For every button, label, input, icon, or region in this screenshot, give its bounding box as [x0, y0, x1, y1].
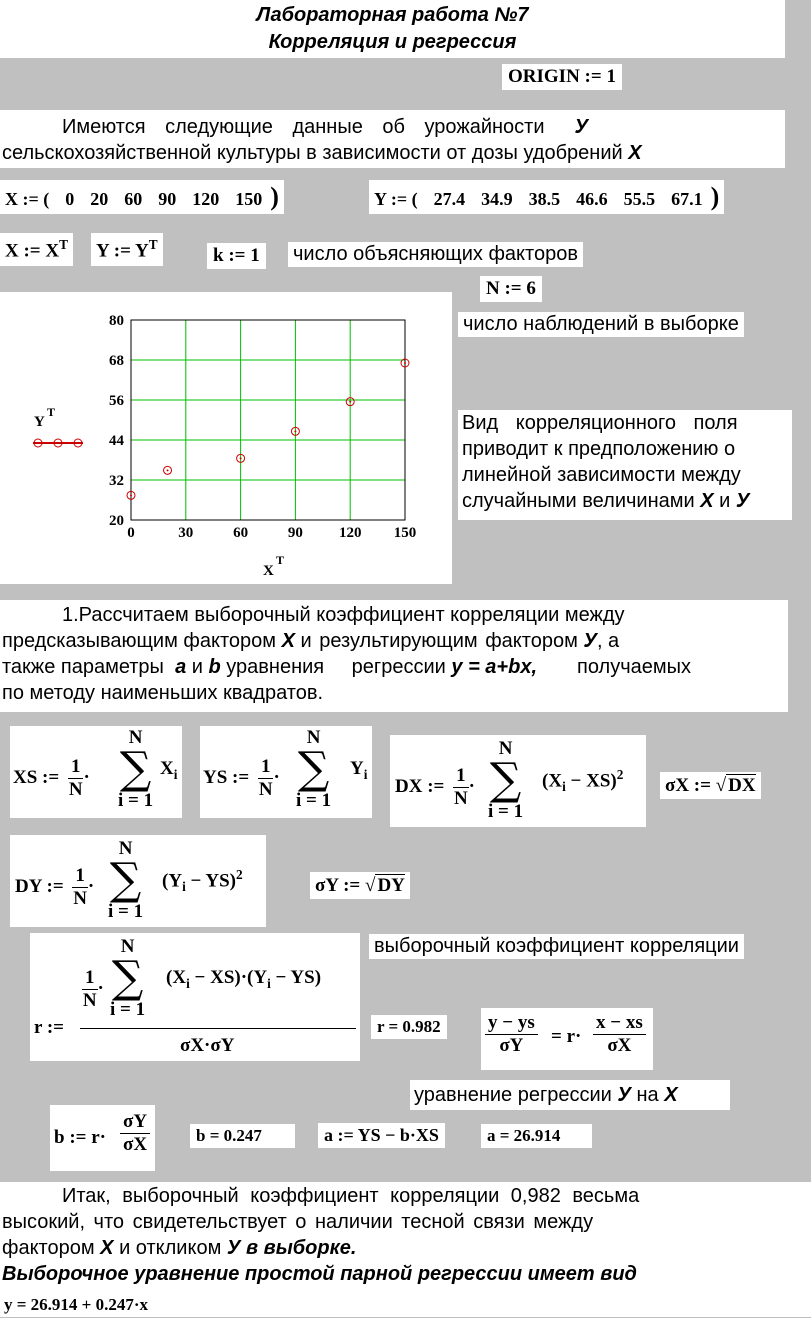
k-def: k := 1	[207, 243, 266, 269]
a-value: a = 26.914	[481, 1124, 592, 1148]
y-tick-label: 44	[109, 433, 124, 449]
formula-DY: DY := $\frac{1}{N}$ · N ∑ i = 1 $(Y_i - YS)^2$	[10, 835, 266, 927]
formula-DX: DX := $\frac{1}{N}$ · N ∑ i = 1 $(X_i - XS)^2$	[390, 735, 646, 827]
x-vector-value: 150	[235, 189, 263, 209]
y-tick-label: 68	[109, 353, 124, 369]
y-tick-label: 80	[109, 313, 124, 329]
intro-line1: Имеются следующие данные об урожайности	[62, 116, 545, 138]
intro-line2: сельскохозяйственной культуры в зависимости от дозы удобрений	[2, 142, 623, 164]
formula-a: a := YS − b·XS	[318, 1123, 445, 1148]
step1-box: 1.Рассчитаем выборочный коэффициент корреляции между предсказывающим фактором X и результирующим фактором У, а также параметры a и b уравнения регрессии y = a+bx, получаемых по методу наименьших квадратов.	[0, 600, 788, 712]
formula-YS: YS := $\frac{1}{N}$ · N ∑ i = 1 $Y_i$	[200, 726, 372, 818]
x-axis-label-sup: T	[276, 553, 285, 567]
title-line2: Корреляция и регрессия	[268, 31, 517, 53]
y-tick-label: 56	[109, 393, 124, 409]
conclusion-box: Итак, выборочный коэффициент корреляции 0,982 весьма высокий, что свидетельствует о наличии тесной связи между фактором X и откликом У в выборке. Выборочное уравнение простой парной регрессии имеет вид y = 26.914 + 0.247·x	[0, 1182, 811, 1317]
y-vector-value: 27.4	[433, 189, 466, 209]
data-point-center	[404, 362, 406, 364]
y-vector-value: 46.6	[576, 189, 608, 209]
x-tick-label: 0	[127, 525, 135, 541]
x-vector-value: 60	[124, 189, 143, 209]
y-vector: Y := ( 27.4 34.9 38.5 46.6 55.5 67.1 )	[369, 180, 724, 214]
x-tick-label: 150	[393, 525, 417, 541]
scatter-svg	[0, 292, 452, 584]
y-vector-value: 67.1	[671, 189, 703, 209]
y-transpose: Y := $Y^T$	[91, 233, 163, 266]
y-axis-label-sup: T	[47, 405, 56, 419]
x-vector-value: 20	[90, 189, 109, 209]
x-tick-label: 30	[178, 525, 194, 541]
title-line1: Лабораторная работа №7	[256, 4, 529, 26]
x-vector-value: 120	[192, 189, 220, 209]
formula-XS: XS := $\frac{1}{N}$ · N ∑ i = 1 $X_i$	[10, 726, 182, 818]
final-equation: y = 26.914 + 0.247·x	[4, 1295, 149, 1314]
field-note: Вид корреляционного поля приводит к предположению о линейной зависимости между случайными величинами X и У	[458, 410, 792, 520]
y-vector-value: 34.9	[481, 189, 513, 209]
x-tick-label: 90	[287, 525, 303, 541]
N-def: N := 6	[480, 276, 542, 302]
x-tick-label: 120	[338, 525, 362, 541]
y-vector-value: 38.5	[528, 189, 561, 209]
y-tick-label: 32	[109, 473, 124, 489]
data-point-center	[294, 430, 296, 432]
regr-relation: $\frac{y - ys}{\sigma Y}$ = r· $\frac{x - xs}{\sigma X}$	[481, 1008, 653, 1070]
data-point-center	[240, 457, 242, 459]
x-transpose: X := $X^T$	[0, 233, 73, 266]
y-axis-label: Y	[34, 414, 45, 430]
data-point-center	[130, 494, 132, 496]
data-point-center	[167, 469, 169, 471]
x-vector: X := ( 0 20 60 90 120 150 )	[0, 180, 284, 214]
corr-label: выборочный коэффициент корреляции	[369, 934, 744, 959]
r-value: r = 0.982	[371, 1015, 447, 1039]
x-axis-label: X	[263, 563, 274, 579]
b-value: b = 0.247	[190, 1124, 295, 1148]
y-tick-label: 20	[109, 513, 124, 529]
formula-sigmaX: σX := √ DX	[660, 772, 761, 799]
intro-Y: У	[574, 116, 589, 138]
intro-X: X	[628, 142, 642, 164]
formula-b: b := r· $\frac{\sigma Y}{\sigma X}$	[50, 1105, 155, 1171]
x-tick-label: 60	[233, 525, 249, 541]
origin-stmt: ORIGIN := 1	[502, 64, 622, 90]
k-desc: число объясняющих факторов	[288, 242, 583, 267]
x-vector-value: 0	[65, 189, 75, 209]
y-vector-value: 55.5	[623, 189, 656, 209]
formula-r: r := $\frac{1}{N}$ · N ∑ i = 1 $(X_i - XS)\cdot(Y_i - YS)$ σX·σY	[30, 933, 360, 1061]
plot-frame	[131, 320, 405, 520]
title-box	[0, 0, 785, 58]
formula-sigmaY: σY := √ DY	[310, 872, 410, 899]
regr-label: уравнение регрессии У на X	[410, 1080, 730, 1110]
N-desc: число наблюдений в выборке	[458, 312, 744, 337]
x-vector-value: 90	[158, 189, 177, 209]
x-values	[49, 189, 270, 209]
intro-box	[0, 110, 785, 168]
y-values	[418, 189, 711, 209]
data-point-center	[349, 401, 351, 403]
scatter-chart	[0, 292, 452, 584]
